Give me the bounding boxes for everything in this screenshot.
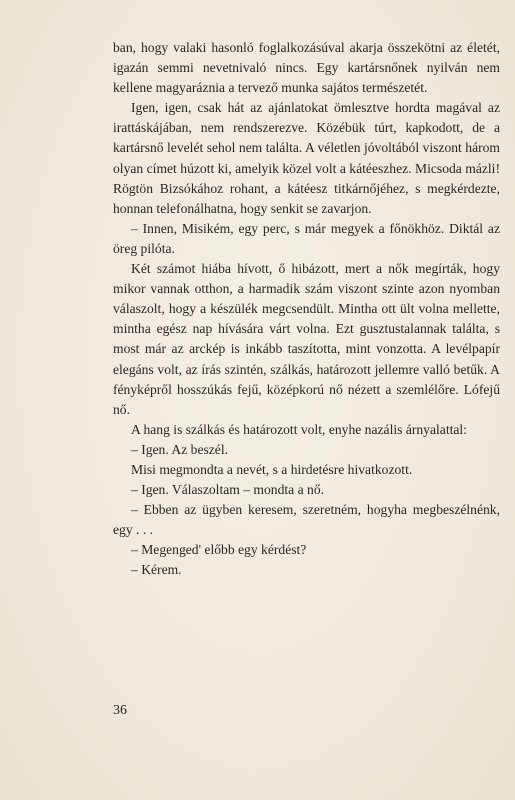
dialogue-line: – Kérem. (131, 562, 182, 578)
paragraph: Igen, igen, csak hát az ajánlatokat ömlesztve hordta magával az irattáskájában, nem rendszerezve. Közébük túrt, kapkodott, de a kartársnő levelét sehol nem találta. A véletlen jóvoltából viszont három olyan címet húzott ki, amelyik közel volt a kátéeszhez. Micsoda mázli! Rögtön Bizsókához rohant, a kátéesz titkárnőjéhez, s megkérdezte, honnan telefonálhatna, hogy senkit se zavarjon. (113, 100, 500, 216)
body-text (113, 38, 500, 581)
paragraph: ban, hogy valaki hasonló foglalkozásúval akarja összekötni az életét, igazán semmi nevetnivaló nincs. Egy kartársnőnek nyilván nem kellene magyaráznia a tervező munka sajátos természetét. (113, 40, 500, 96)
dialogue-line: – Igen. Válaszoltam – mondta a nő. (131, 482, 325, 498)
paragraph: Két számot hiába hívott, ő hibázott, mert a nők megírták, hogy mikor vannak otthon, a harmadik szám viszont szinte azon nyomban válaszolt, hogy a készülék megcsendült. Mintha ott ült volna mellette, mintha egész nap hívására várt volna. Ezt gusztustalannak találta, s most már az arckép is inkább taszította, mint vonzotta. A levélpapír elegáns volt, az írás szintén, szálkás, határozott jellemre valló betűk. A fényképről hosszúkás fejű, középkorú nő nézett a szemlélőre. Lófejű nő. (113, 261, 500, 417)
dialogue-line: – Igen. Az beszél. (131, 441, 229, 457)
page-number: 36 (113, 703, 127, 718)
paragraph: Misi megmondta a nevét, s a hirdetésre hivatkozott. (131, 461, 413, 477)
dialogue-line: – Ebben az ügyben keresem, szeretném, hogyha megbeszélnénk, egy . . . (113, 502, 500, 538)
dialogue-line: – Megenged' előbb egy kérdést? (131, 542, 307, 558)
dialogue-line: – Innen, Misikém, egy perc, s már megyek a főnökhöz. Diktál az öreg pilóta. (113, 220, 500, 256)
paragraph: A hang is szálkás és határozott volt, enyhe nazális árnyalattal: (131, 421, 467, 437)
